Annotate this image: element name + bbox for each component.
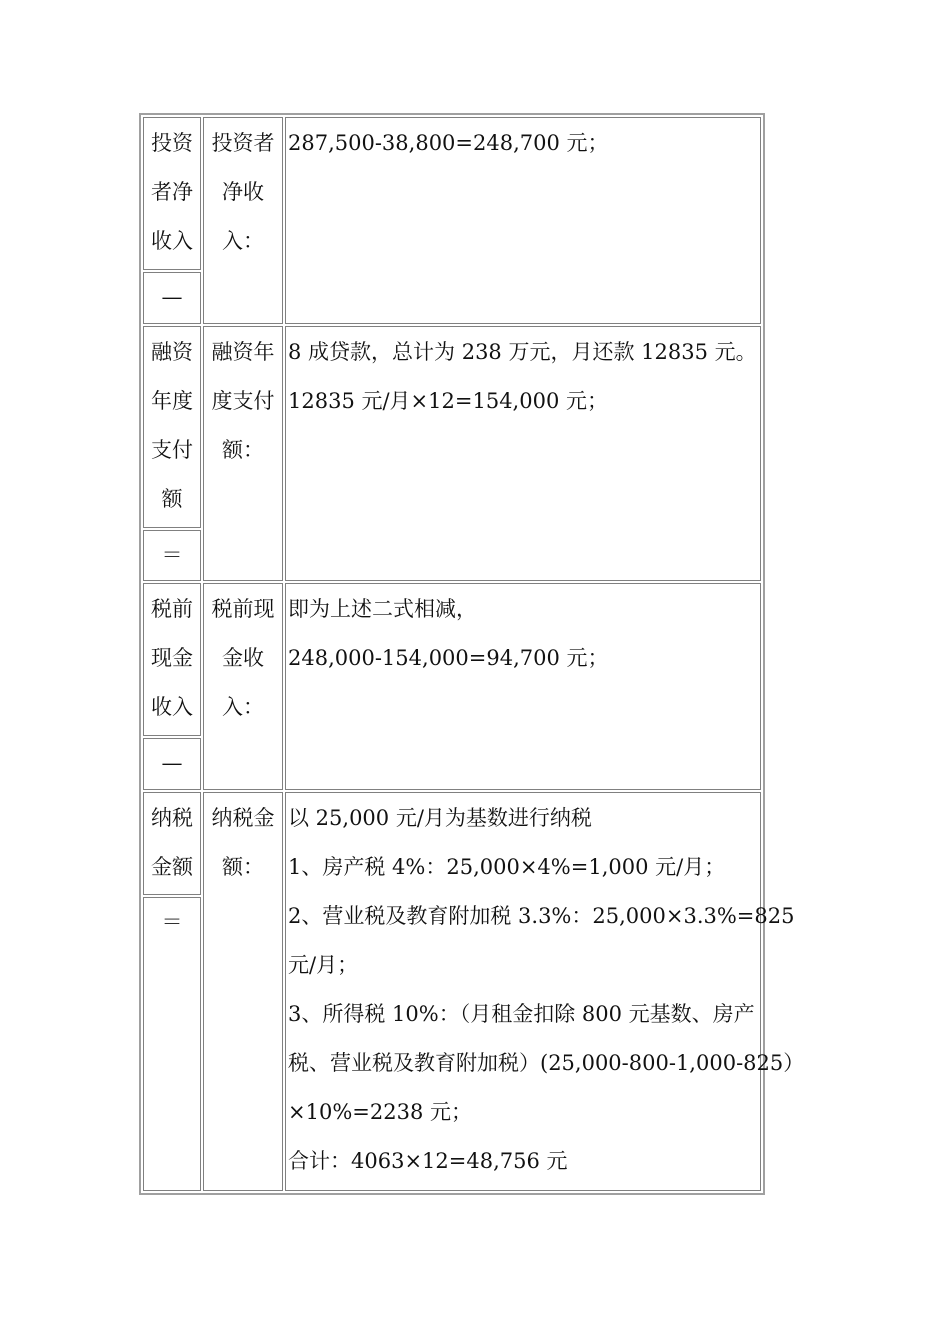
document-table-wrapper: [139, 113, 805, 1195]
item-detail-cell: [285, 326, 761, 581]
detail-line: 3、所得税 10%：（月租金扣除 800 元基数、房产: [288, 1002, 755, 1026]
item-label-line: 金收入：: [222, 646, 264, 719]
item-detail-cell: [285, 792, 805, 1191]
item-label-line: 度支付: [211, 389, 275, 413]
item-label-cell: [203, 792, 283, 1191]
calculation-table: [139, 113, 805, 1195]
row-label: 税前 现金 收入: [143, 583, 201, 736]
item-label-cell: [203, 117, 283, 324]
detail-line: 即为上述二式相减，: [288, 597, 477, 621]
operator-sign: ＝: [143, 897, 201, 1191]
detail-line: 2、营业税及教育附加税 3.3%：25,000×3.3%=825: [288, 904, 795, 928]
table-row: [143, 583, 761, 790]
item-label-line: 税前现: [211, 597, 275, 621]
row-label-cell: [143, 117, 201, 324]
row-label: 融资 年度 支付 额: [143, 326, 201, 528]
detail-line: ×10%=2238 元；: [288, 1100, 472, 1124]
detail-line: 元/月；: [288, 953, 359, 977]
row-label-cell: [143, 326, 201, 581]
detail-line: 1、房产税 4%：25,000×4%=1,000 元/月；: [288, 855, 726, 879]
operator-sign: —: [143, 272, 201, 324]
item-label-line: 投资者: [211, 131, 275, 155]
item-detail-cell: [285, 583, 761, 790]
item-label-line: 融资年: [211, 340, 275, 364]
detail-line: 8 成贷款，总计为 238 万元，月还款 12835 元。: [288, 340, 757, 364]
detail-line: 287,500-38,800=248,700 元；: [288, 131, 609, 155]
item-label-cell: [203, 583, 283, 790]
detail-line: 以 25,000 元/月为基数进行纳税: [288, 806, 592, 830]
table-row: [143, 792, 761, 1191]
operator-sign: ＝: [143, 530, 201, 581]
row-label-cell: [143, 792, 201, 1191]
item-label-line: 纳税金: [211, 806, 275, 830]
item-detail-cell: [285, 117, 761, 324]
item-label-line: 额：: [222, 438, 264, 462]
detail-line: 合计：4063×12=48,756 元: [288, 1149, 568, 1173]
item-label-line: 净收入：: [222, 180, 264, 253]
row-label-cell: [143, 583, 201, 790]
row-label: 投资 者净 收入: [143, 117, 201, 270]
table-row: [143, 326, 761, 581]
item-label-cell: [203, 326, 283, 581]
operator-sign: —: [143, 738, 201, 790]
detail-line: 248,000-154,000=94,700 元；: [288, 646, 609, 670]
item-label-line: 额：: [222, 855, 264, 879]
table-row: [143, 117, 761, 324]
detail-line: 税、营业税及教育附加税）(25,000-800-1,000-825）: [288, 1051, 805, 1075]
row-label: 纳税 金额: [143, 792, 201, 895]
detail-line: 12835 元/月×12=154,000 元；: [288, 389, 608, 413]
